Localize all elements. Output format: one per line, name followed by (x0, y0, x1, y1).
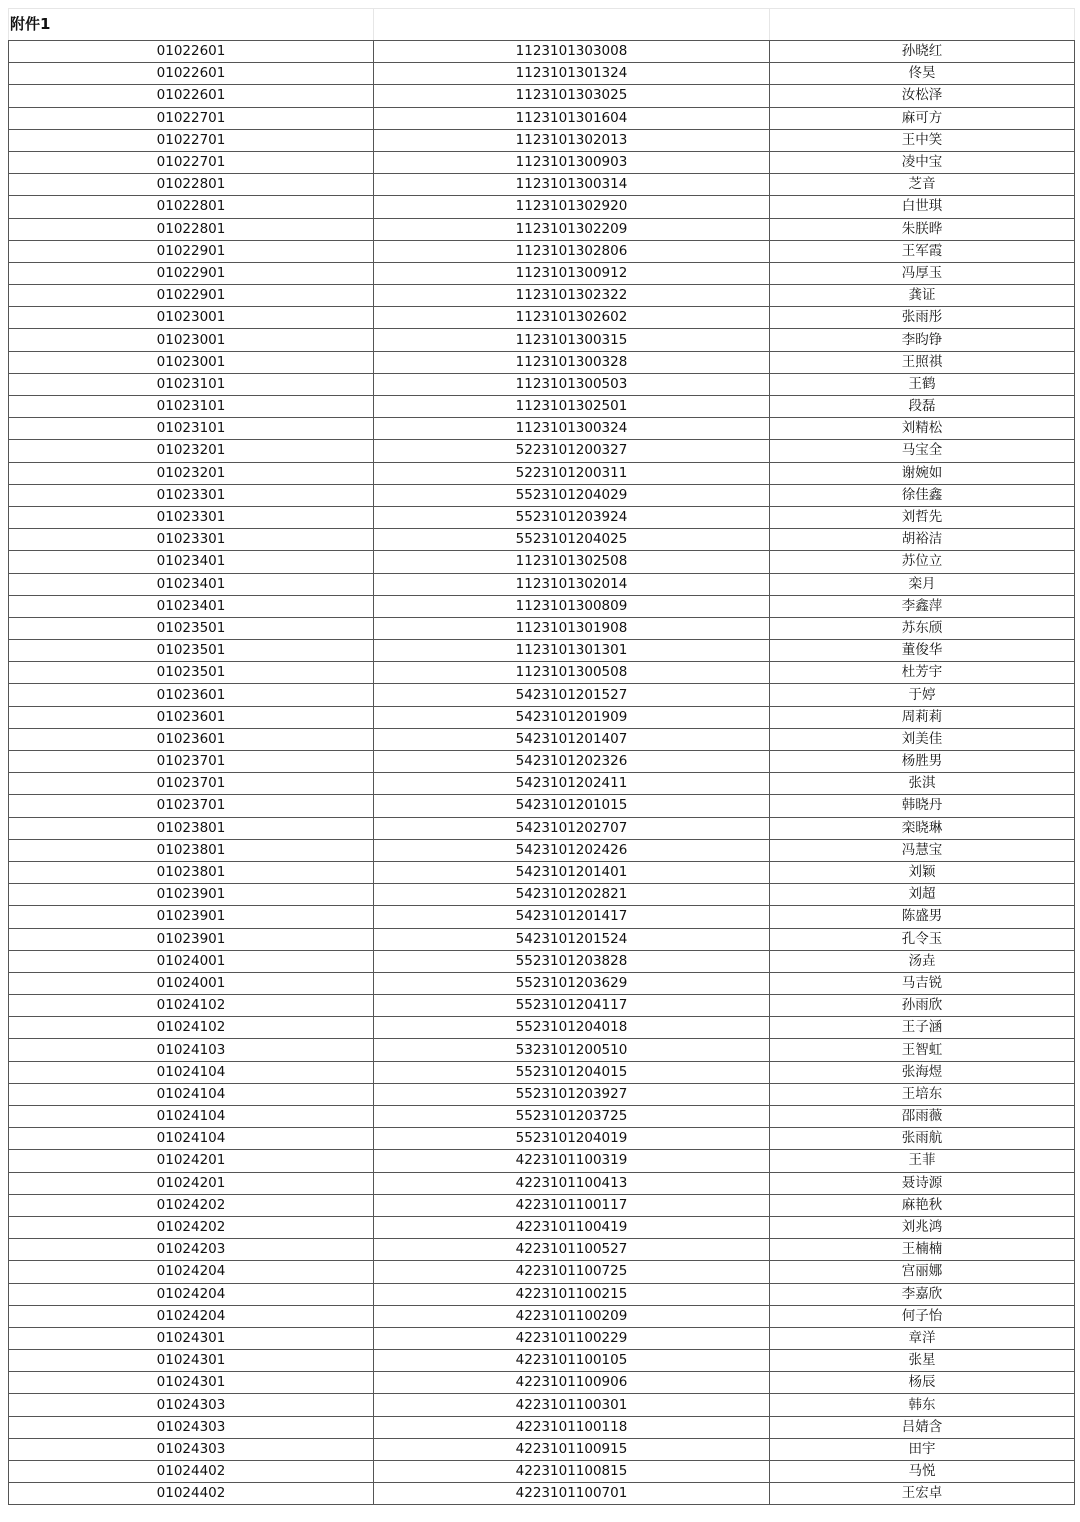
table-row (9, 396, 1075, 418)
candidate-name-cell: 冯慧宝 (770, 839, 1075, 861)
position-code-cell: 01023901 (9, 906, 374, 928)
table-row (9, 1261, 1075, 1283)
exam-number-cell: 1123101303025 (374, 85, 770, 107)
exam-number-cell: 5523101204015 (374, 1061, 770, 1083)
candidate-name-cell: 凌中宝 (770, 151, 1075, 173)
candidate-name-cell: 王菲 (770, 1150, 1075, 1172)
table-row (9, 684, 1075, 706)
table-row (9, 1017, 1075, 1039)
title-row (9, 9, 1075, 41)
candidate-name-cell: 马吉锐 (770, 972, 1075, 994)
empty-header-cell (770, 9, 1075, 41)
position-code-cell: 01024402 (9, 1461, 374, 1483)
candidate-name-cell: 苏东颀 (770, 617, 1075, 639)
table-row (9, 1172, 1075, 1194)
position-code-cell: 01023301 (9, 484, 374, 506)
table-row (9, 329, 1075, 351)
position-code-cell: 01022701 (9, 151, 374, 173)
position-code-cell: 01024103 (9, 1039, 374, 1061)
table-row (9, 196, 1075, 218)
exam-number-cell: 1123101302501 (374, 396, 770, 418)
position-code-cell: 01023601 (9, 684, 374, 706)
table-row (9, 240, 1075, 262)
candidate-name-cell: 马悦 (770, 1461, 1075, 1483)
position-code-cell: 01023701 (9, 751, 374, 773)
table-row (9, 662, 1075, 684)
position-code-cell: 01024301 (9, 1327, 374, 1349)
candidate-name-cell: 韩东 (770, 1394, 1075, 1416)
exam-number-cell: 1123101303008 (374, 41, 770, 63)
exam-number-cell: 1123101302209 (374, 218, 770, 240)
table-row (9, 1106, 1075, 1128)
exam-number-cell: 1123101300508 (374, 662, 770, 684)
candidate-name-cell: 董俊华 (770, 640, 1075, 662)
exam-number-cell: 5323101200510 (374, 1039, 770, 1061)
table-row (9, 418, 1075, 440)
exam-number-cell: 5423101201527 (374, 684, 770, 706)
candidate-name-cell: 田宇 (770, 1438, 1075, 1460)
exam-number-cell: 5423101202326 (374, 751, 770, 773)
candidate-name-cell: 章洋 (770, 1327, 1075, 1349)
candidate-name-cell: 白世琪 (770, 196, 1075, 218)
exam-number-cell: 1123101300315 (374, 329, 770, 351)
exam-number-cell: 1123101302602 (374, 307, 770, 329)
candidate-name-cell: 刘哲先 (770, 506, 1075, 528)
position-code-cell: 01024204 (9, 1261, 374, 1283)
exam-number-cell: 1123101301604 (374, 107, 770, 129)
table-row (9, 1327, 1075, 1349)
exam-number-cell: 5423101201407 (374, 728, 770, 750)
exam-number-cell: 1123101300912 (374, 262, 770, 284)
exam-number-cell: 5423101201417 (374, 906, 770, 928)
exam-number-cell: 1123101300503 (374, 373, 770, 395)
position-code-cell: 01023101 (9, 418, 374, 440)
table-row (9, 174, 1075, 196)
position-code-cell: 01024102 (9, 995, 374, 1017)
table-row (9, 1128, 1075, 1150)
position-code-cell: 01022701 (9, 129, 374, 151)
table-row (9, 1061, 1075, 1083)
spreadsheet-sheet (8, 8, 1074, 1505)
candidate-name-cell: 王楠楠 (770, 1239, 1075, 1261)
table-row (9, 906, 1075, 928)
exam-number-cell: 4223101100105 (374, 1350, 770, 1372)
candidate-name-cell: 刘美佳 (770, 728, 1075, 750)
table-row (9, 1283, 1075, 1305)
table-row (9, 1438, 1075, 1460)
position-code-cell: 01024104 (9, 1106, 374, 1128)
position-code-cell: 01024202 (9, 1194, 374, 1216)
table-row (9, 884, 1075, 906)
position-code-cell: 01023001 (9, 329, 374, 351)
candidate-name-cell: 冯厚玉 (770, 262, 1075, 284)
candidate-name-cell: 王培东 (770, 1083, 1075, 1105)
candidate-name-cell: 邵雨薇 (770, 1106, 1075, 1128)
candidate-name-cell: 宫丽娜 (770, 1261, 1075, 1283)
candidate-name-cell: 栾晓琳 (770, 817, 1075, 839)
candidate-name-cell: 吕婧含 (770, 1416, 1075, 1438)
position-code-cell: 01023001 (9, 307, 374, 329)
exam-number-cell: 1123101300328 (374, 351, 770, 373)
position-code-cell: 01023601 (9, 706, 374, 728)
table-row (9, 262, 1075, 284)
candidate-name-cell: 张海煜 (770, 1061, 1075, 1083)
candidate-name-cell: 麻可方 (770, 107, 1075, 129)
position-code-cell: 01022701 (9, 107, 374, 129)
candidate-name-cell: 汝松泽 (770, 85, 1075, 107)
position-code-cell: 01022601 (9, 41, 374, 63)
table-row (9, 484, 1075, 506)
table-row (9, 151, 1075, 173)
table-row (9, 1416, 1075, 1438)
position-code-cell: 01023701 (9, 795, 374, 817)
table-row (9, 129, 1075, 151)
exam-number-cell: 4223101100118 (374, 1416, 770, 1438)
table-body (9, 9, 1075, 1505)
exam-number-cell: 4223101100229 (374, 1327, 770, 1349)
candidate-name-cell: 朱朕晔 (770, 218, 1075, 240)
candidate-name-cell: 韩晓丹 (770, 795, 1075, 817)
position-code-cell: 01024001 (9, 972, 374, 994)
exam-number-cell: 4223101100319 (374, 1150, 770, 1172)
candidate-name-cell: 李鑫萍 (770, 595, 1075, 617)
exam-number-cell: 5523101204029 (374, 484, 770, 506)
exam-number-cell: 1123101300809 (374, 595, 770, 617)
exam-number-cell: 4223101100906 (374, 1372, 770, 1394)
table-row (9, 1194, 1075, 1216)
position-code-cell: 01023501 (9, 662, 374, 684)
table-row (9, 817, 1075, 839)
table-row (9, 218, 1075, 240)
candidate-name-cell: 徐佳鑫 (770, 484, 1075, 506)
exam-number-cell: 4223101100209 (374, 1305, 770, 1327)
exam-number-cell: 5423101202426 (374, 839, 770, 861)
position-code-cell: 01024301 (9, 1372, 374, 1394)
exam-number-cell: 1123101302013 (374, 129, 770, 151)
exam-number-cell: 4223101100815 (374, 1461, 770, 1483)
candidate-name-cell: 王军霞 (770, 240, 1075, 262)
exam-number-cell: 1123101301324 (374, 63, 770, 85)
position-code-cell: 01022601 (9, 85, 374, 107)
candidate-name-cell: 张星 (770, 1350, 1075, 1372)
position-code-cell: 01023501 (9, 640, 374, 662)
candidate-name-cell: 芝音 (770, 174, 1075, 196)
exam-number-cell: 5523101203924 (374, 506, 770, 528)
candidate-name-cell: 王智虹 (770, 1039, 1075, 1061)
candidate-name-cell: 栾月 (770, 573, 1075, 595)
position-code-cell: 01024303 (9, 1438, 374, 1460)
candidate-name-cell: 段磊 (770, 396, 1075, 418)
candidate-name-cell: 于婷 (770, 684, 1075, 706)
position-code-cell: 01024201 (9, 1150, 374, 1172)
table-row (9, 1039, 1075, 1061)
exam-number-cell: 1123101302322 (374, 285, 770, 307)
table-row (9, 63, 1075, 85)
candidate-name-cell: 刘超 (770, 884, 1075, 906)
exam-number-cell: 5423101201524 (374, 928, 770, 950)
exam-number-cell: 4223101100215 (374, 1283, 770, 1305)
table-row (9, 1239, 1075, 1261)
position-code-cell: 01022801 (9, 218, 374, 240)
table-row (9, 506, 1075, 528)
position-code-cell: 01023801 (9, 839, 374, 861)
table-row (9, 972, 1075, 994)
table-row (9, 373, 1075, 395)
table-row (9, 861, 1075, 883)
position-code-cell: 01024203 (9, 1239, 374, 1261)
table-row (9, 1350, 1075, 1372)
table-row (9, 1150, 1075, 1172)
candidate-name-cell: 孙雨欣 (770, 995, 1075, 1017)
position-code-cell: 01024204 (9, 1305, 374, 1327)
position-code-cell: 01024104 (9, 1083, 374, 1105)
table-row (9, 1305, 1075, 1327)
exam-number-cell: 1123101300324 (374, 418, 770, 440)
position-code-cell: 01023001 (9, 351, 374, 373)
position-code-cell: 01024204 (9, 1283, 374, 1305)
candidate-name-cell: 杨辰 (770, 1372, 1075, 1394)
table-row (9, 107, 1075, 129)
exam-number-cell: 1123101302508 (374, 551, 770, 573)
table-row (9, 595, 1075, 617)
table-row (9, 1372, 1075, 1394)
table-row (9, 440, 1075, 462)
exam-number-cell: 4223101100915 (374, 1438, 770, 1460)
candidate-name-cell: 陈盛男 (770, 906, 1075, 928)
position-code-cell: 01023901 (9, 928, 374, 950)
position-code-cell: 01023401 (9, 551, 374, 573)
candidate-name-cell: 杨胜男 (770, 751, 1075, 773)
candidate-name-cell: 苏位立 (770, 551, 1075, 573)
candidate-name-cell: 聂诗源 (770, 1172, 1075, 1194)
exam-number-cell: 5523101204018 (374, 1017, 770, 1039)
position-code-cell: 01023301 (9, 529, 374, 551)
exam-number-cell: 4223101100117 (374, 1194, 770, 1216)
position-code-cell: 01022801 (9, 174, 374, 196)
candidate-name-cell: 张雨航 (770, 1128, 1075, 1150)
position-code-cell: 01024301 (9, 1350, 374, 1372)
candidate-name-cell: 周莉莉 (770, 706, 1075, 728)
exam-number-cell: 4223101100527 (374, 1239, 770, 1261)
table-row (9, 285, 1075, 307)
attachment-caption: 附件1 (9, 9, 374, 41)
exam-number-cell: 5423101202821 (374, 884, 770, 906)
candidate-name-cell: 王鹤 (770, 373, 1075, 395)
candidate-name-cell: 王照祺 (770, 351, 1075, 373)
candidate-name-cell: 杜芳宇 (770, 662, 1075, 684)
table-row (9, 351, 1075, 373)
table-row (9, 307, 1075, 329)
candidate-name-cell: 刘精松 (770, 418, 1075, 440)
table-row (9, 1394, 1075, 1416)
position-code-cell: 01022901 (9, 285, 374, 307)
position-code-cell: 01024201 (9, 1172, 374, 1194)
candidate-name-cell: 孙晓红 (770, 41, 1075, 63)
exam-number-cell: 5423101201015 (374, 795, 770, 817)
empty-header-cell (374, 9, 770, 41)
exam-number-cell: 5423101202411 (374, 773, 770, 795)
table-row (9, 1216, 1075, 1238)
table-row (9, 839, 1075, 861)
exam-number-cell: 5523101204025 (374, 529, 770, 551)
exam-number-cell: 5523101203828 (374, 950, 770, 972)
candidate-name-cell: 谢婉如 (770, 462, 1075, 484)
exam-number-cell: 1123101301908 (374, 617, 770, 639)
table-row (9, 995, 1075, 1017)
table-row (9, 706, 1075, 728)
candidate-name-cell: 龚证 (770, 285, 1075, 307)
table-row (9, 617, 1075, 639)
candidate-name-cell: 张雨彤 (770, 307, 1075, 329)
position-code-cell: 01023401 (9, 573, 374, 595)
position-code-cell: 01023201 (9, 440, 374, 462)
candidate-name-cell: 汤垚 (770, 950, 1075, 972)
table-row (9, 640, 1075, 662)
exam-number-cell: 4223101100701 (374, 1483, 770, 1505)
position-code-cell: 01023301 (9, 506, 374, 528)
candidate-name-cell: 王子涵 (770, 1017, 1075, 1039)
result-table (8, 8, 1075, 1505)
table-row (9, 85, 1075, 107)
position-code-cell: 01023501 (9, 617, 374, 639)
exam-number-cell: 1123101301301 (374, 640, 770, 662)
table-row (9, 950, 1075, 972)
candidate-name-cell: 刘兆鸿 (770, 1216, 1075, 1238)
position-code-cell: 01023901 (9, 884, 374, 906)
position-code-cell: 01022901 (9, 262, 374, 284)
exam-number-cell: 5223101200311 (374, 462, 770, 484)
position-code-cell: 01024001 (9, 950, 374, 972)
position-code-cell: 01023401 (9, 595, 374, 617)
position-code-cell: 01023601 (9, 728, 374, 750)
exam-number-cell: 5523101203927 (374, 1083, 770, 1105)
exam-number-cell: 1123101302920 (374, 196, 770, 218)
exam-number-cell: 1123101300903 (374, 151, 770, 173)
exam-number-cell: 1123101302806 (374, 240, 770, 262)
candidate-name-cell: 李昀铮 (770, 329, 1075, 351)
position-code-cell: 01023801 (9, 861, 374, 883)
exam-number-cell: 5223101200327 (374, 440, 770, 462)
position-code-cell: 01022801 (9, 196, 374, 218)
position-code-cell: 01024202 (9, 1216, 374, 1238)
position-code-cell: 01023201 (9, 462, 374, 484)
position-code-cell: 01023101 (9, 396, 374, 418)
exam-number-cell: 4223101100301 (374, 1394, 770, 1416)
exam-number-cell: 4223101100419 (374, 1216, 770, 1238)
table-row (9, 1483, 1075, 1505)
candidate-name-cell: 孔令玉 (770, 928, 1075, 950)
position-code-cell: 01024303 (9, 1394, 374, 1416)
candidate-name-cell: 王宏卓 (770, 1483, 1075, 1505)
position-code-cell: 01022901 (9, 240, 374, 262)
candidate-name-cell: 麻艳秋 (770, 1194, 1075, 1216)
candidate-name-cell: 佟昊 (770, 63, 1075, 85)
position-code-cell: 01024402 (9, 1483, 374, 1505)
exam-number-cell: 1123101302014 (374, 573, 770, 595)
exam-number-cell: 4223101100725 (374, 1261, 770, 1283)
candidate-name-cell: 马宝全 (770, 440, 1075, 462)
exam-number-cell: 5423101201909 (374, 706, 770, 728)
table-row (9, 462, 1075, 484)
position-code-cell: 01023101 (9, 373, 374, 395)
table-row (9, 529, 1075, 551)
candidate-name-cell: 刘颖 (770, 861, 1075, 883)
candidate-name-cell: 何子怡 (770, 1305, 1075, 1327)
candidate-name-cell: 李嘉欣 (770, 1283, 1075, 1305)
exam-number-cell: 5423101201401 (374, 861, 770, 883)
exam-number-cell: 1123101300314 (374, 174, 770, 196)
table-row (9, 795, 1075, 817)
position-code-cell: 01023801 (9, 817, 374, 839)
position-code-cell: 01022601 (9, 63, 374, 85)
table-row (9, 551, 1075, 573)
position-code-cell: 01023701 (9, 773, 374, 795)
table-row (9, 573, 1075, 595)
exam-number-cell: 5523101203629 (374, 972, 770, 994)
table-row (9, 928, 1075, 950)
exam-number-cell: 5523101204117 (374, 995, 770, 1017)
candidate-name-cell: 张淇 (770, 773, 1075, 795)
table-row (9, 1461, 1075, 1483)
exam-number-cell: 4223101100413 (374, 1172, 770, 1194)
position-code-cell: 01024104 (9, 1128, 374, 1150)
candidate-name-cell: 王中笑 (770, 129, 1075, 151)
table-row (9, 728, 1075, 750)
position-code-cell: 01024104 (9, 1061, 374, 1083)
table-row (9, 751, 1075, 773)
exam-number-cell: 5523101204019 (374, 1128, 770, 1150)
candidate-name-cell: 胡裕洁 (770, 529, 1075, 551)
position-code-cell: 01024303 (9, 1416, 374, 1438)
exam-number-cell: 5523101203725 (374, 1106, 770, 1128)
table-row (9, 1083, 1075, 1105)
exam-number-cell: 5423101202707 (374, 817, 770, 839)
position-code-cell: 01024102 (9, 1017, 374, 1039)
table-row (9, 41, 1075, 63)
table-row (9, 773, 1075, 795)
